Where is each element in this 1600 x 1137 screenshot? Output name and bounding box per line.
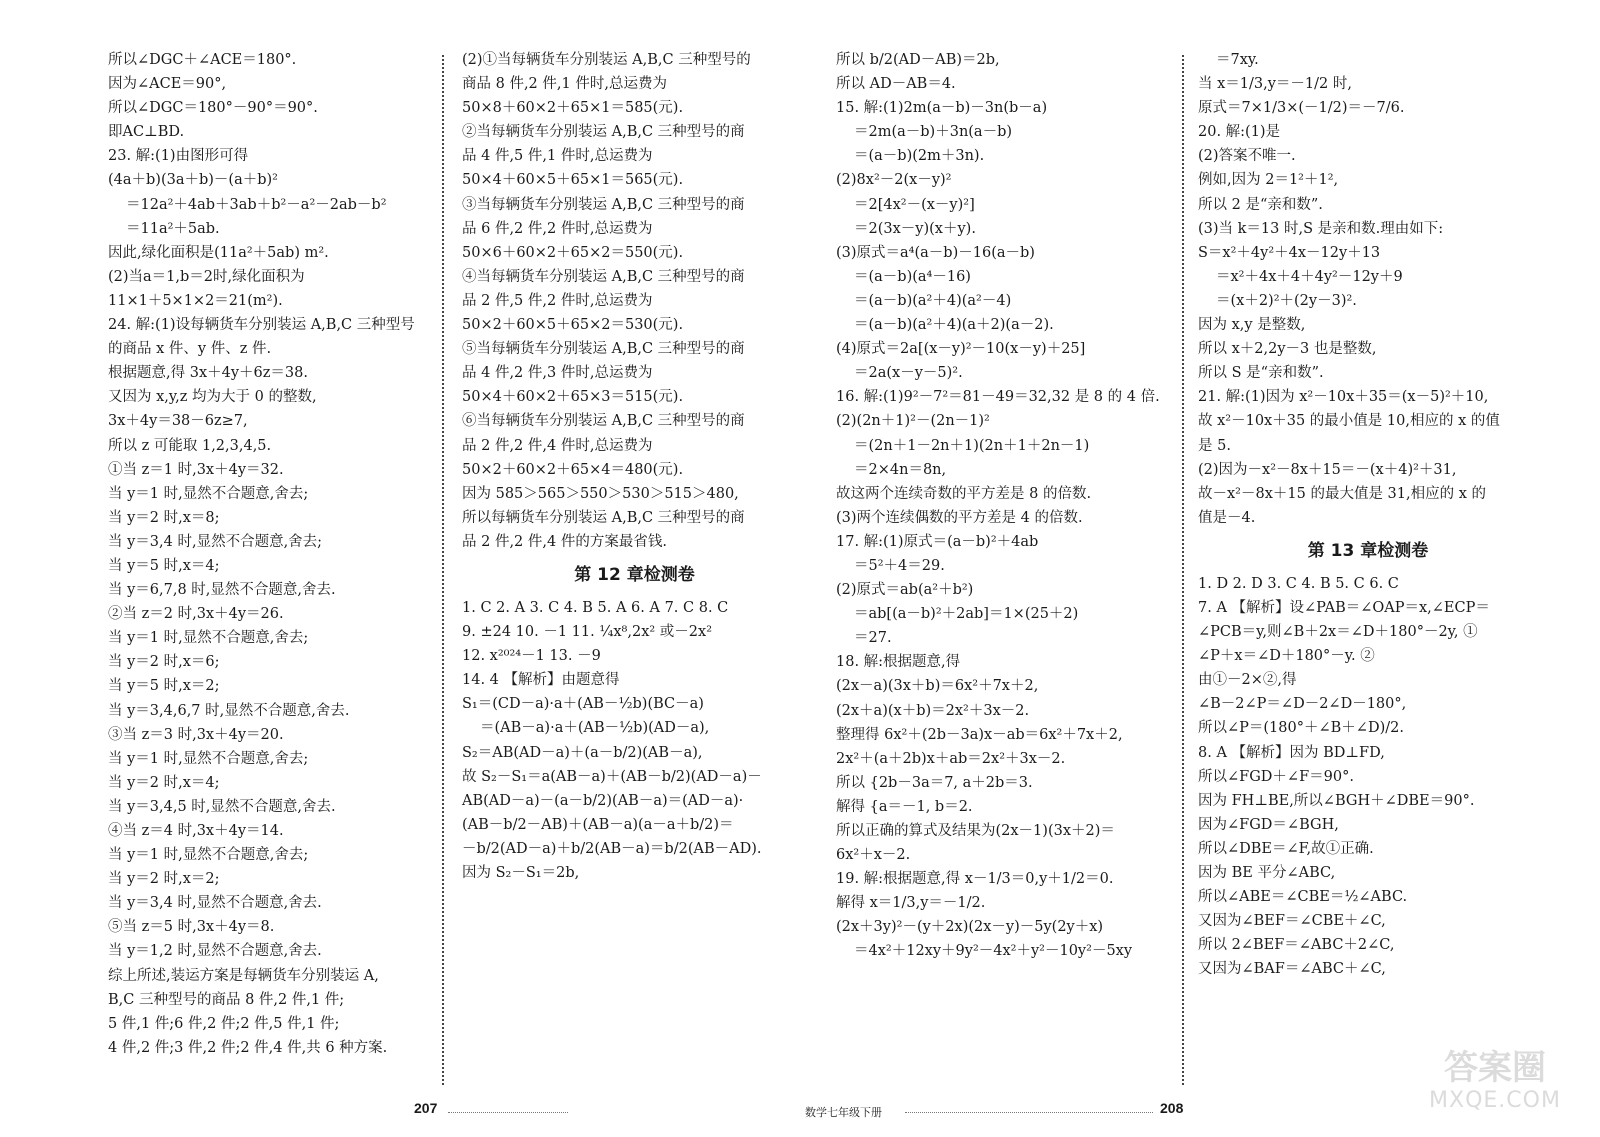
text-line: (3)当 k＝13 时,S 是亲和数.理由如下: [1198, 220, 1444, 237]
text-line: 5 件,1 件;6 件,2 件;2 件,5 件,1 件; [108, 1015, 340, 1032]
text-line: (2)答案不唯一. [1198, 148, 1296, 165]
text-line: 品 6 件,2 件,2 件时,总运费为 [462, 220, 653, 237]
text-line: 当 x＝1/3,y＝－1/2 时, [1198, 76, 1352, 93]
section-title-chapter-12: 第 12 章检测卷 [574, 564, 695, 585]
text-line: (2)①当每辆货车分别装运 A,B,C 三种型号的 [462, 52, 751, 68]
text-line: ④当 z＝4 时,3x＋4y＝14. [108, 823, 284, 839]
page-number-left: 207 [414, 1100, 438, 1116]
text-line: 24. 解:(1)设每辆货车分别装运 A,B,C 三种型号 [108, 317, 415, 334]
text-line: (2)8x²－2(x－y)² [836, 172, 952, 189]
text-line: 整理得 6x²＋(2b－3a)x－ab＝6x²＋7x＋2, [836, 726, 1123, 743]
text-line: 品 2 件,5 件,2 件时,总运费为 [462, 292, 653, 309]
text-line: ＝2×4n＝8n, [854, 461, 947, 478]
text-line: ④当每辆货车分别装运 A,B,C 三种型号的商 [462, 268, 745, 285]
text-line: (2x－a)(3x＋b)＝6x²＋7x＋2, [836, 678, 1039, 695]
text-line: ∠PCB＝y,则∠B＋2x＝∠D＋180°－2y, ① [1198, 624, 1478, 641]
text-line: ＝5²＋4＝29. [854, 557, 945, 574]
text-line: 品 2 件,2 件,4 件时,总运费为 [462, 437, 653, 454]
text-line: ＝(a－b)(a²＋4)(a＋2)(a－2). [854, 317, 1054, 334]
text-line: 解得 x＝1/3,y＝－1/2. [836, 895, 986, 912]
text-line: ＝27. [854, 630, 892, 647]
text-line: 的商品 x 件、y 件、z 件. [108, 341, 272, 358]
text-line: 当 y＝2 时,x＝2; [108, 871, 220, 888]
text-line: 所以 z 可能取 1,2,3,4,5. [108, 437, 272, 454]
text-line: ②当 z＝2 时,3x＋4y＝26. [108, 606, 284, 623]
text-line: 所以 AD－AB＝4. [836, 76, 956, 93]
text-line: 当 y＝2 时,x＝8; [108, 509, 220, 526]
column-2 [462, 48, 807, 885]
text-line: ＝(a－b)(a⁴－16) [854, 268, 971, 285]
text-line: 当 y＝1 时,显然不合题意,舍去; [108, 750, 309, 767]
text-line: 当 y＝5 时,x＝2; [108, 678, 220, 695]
text-line: ＝(a－b)(a²＋4)(a²－4) [854, 292, 1012, 309]
text-line: ∠B－2∠P＝∠D－2∠D－180°, [1198, 696, 1407, 713]
text-line: 16. 解:(1)9²－7²＝81－49＝32,32 是 8 的 4 倍. [836, 389, 1160, 406]
text-line: ＝12a²＋4ab＋3ab＋b²－a²－2ab－b² [126, 196, 387, 213]
footer-rule-left [448, 1112, 568, 1113]
text-line: 品 2 件,2 件,4 件的方案最省钱. [462, 533, 667, 550]
text-line: 又因为∠BAF＝∠ABC＋∠C, [1198, 961, 1386, 978]
text-line: 综上所述,装运方案是每辆货车分别装运 A, [108, 967, 379, 984]
text-line: S＝x²＋4y²＋4x－12y＋13 [1198, 244, 1381, 261]
text-line: 当 y＝3,4,6,7 时,显然不合题意,舍去. [108, 702, 350, 719]
text-line: ③当每辆货车分别装运 A,B,C 三种型号的商 [462, 196, 745, 213]
text-line: 当 y＝5 时,x＝4; [108, 557, 220, 574]
text-line: (3)原式＝a⁴(a－b)－16(a－b) [836, 244, 1035, 261]
text-line: ∠P＋x＝∠D＋180°－y. ② [1198, 648, 1375, 665]
text-line: 当 y＝1 时,显然不合题意,舍去; [108, 485, 309, 502]
text-line: 所以∠DGC＋∠ACE＝180°. [108, 52, 297, 68]
watermark-text: 答案圈 [1444, 1048, 1546, 1088]
text-line: (4)原式＝2a[(x－y)²－10(x－y)＋25] [836, 341, 1086, 358]
text-line: 又因为 x,y,z 均为大于 0 的整数, [108, 389, 317, 406]
text-line: ＝2a(x－y－5)². [854, 365, 963, 382]
watermark-logo [1420, 1040, 1570, 1120]
text-line: 当 y＝3,4 时,显然不合题意,舍去. [108, 895, 322, 912]
text-line: ＝2[4x²－(x－y)²] [854, 196, 975, 213]
text-line: 所以 x＋2,2y－3 也是整数, [1198, 341, 1377, 358]
text-line: (2x＋a)(x＋b)＝2x²＋3x－2. [836, 702, 1030, 719]
text-line: ＝ab[(a－b)²＋2ab]＝1×(25＋2) [854, 606, 1079, 623]
column-4 [1198, 48, 1538, 981]
text-line: 因为∠ACE＝90°, [108, 76, 227, 93]
text-line: 所以 b/2(AD－AB)＝2b, [836, 52, 1000, 68]
text-line: ②当每辆货车分别装运 A,B,C 三种型号的商 [462, 124, 745, 141]
column-1 [108, 48, 438, 1060]
text-line: ＝2(3x－y)(x＋y). [854, 220, 976, 237]
text-line: 当 y＝6,7,8 时,显然不合题意,舍去. [108, 582, 336, 599]
text-line: 6x²＋x－2. [836, 847, 911, 864]
text-line: 所以正确的算式及结果为(2x－1)(3x＋2)＝ [836, 823, 1115, 839]
text-line: 所以每辆货车分别装运 A,B,C 三种型号的商 [462, 509, 745, 526]
text-line: 所以∠DGC＝180°－90°＝90°. [108, 100, 318, 117]
text-line: 23. 解:(1)由图形可得 [108, 148, 249, 165]
text-line: 因为 FH⊥BE,所以∠BGH＋∠DBE＝90°. [1198, 792, 1475, 809]
text-line: 4 件,2 件;3 件,2 件;2 件,4 件,共 6 种方案. [108, 1039, 388, 1056]
text-line: 当 y＝2 时,x＝4; [108, 774, 220, 791]
text-line: 品 4 件,2 件,3 件时,总运费为 [462, 365, 653, 382]
text-line: 19. 解:根据题意,得 x－1/3＝0,y＋1/2＝0. [836, 871, 1114, 888]
text-line: 当 y＝1 时,显然不合题意,舍去; [108, 630, 309, 647]
text-line: 当 y＝1 时,显然不合题意,舍去; [108, 847, 309, 864]
text-line: 50×6＋60×2＋65×2＝550(元). [462, 244, 684, 261]
text-line: ③当 z＝3 时,3x＋4y＝20. [108, 726, 284, 743]
section-title-chapter-13: 第 13 章检测卷 [1307, 540, 1429, 561]
text-line: ＝(x＋2)²＋(2y－3)². [1216, 292, 1357, 309]
text-line: ⑤当每辆货车分别装运 A,B,C 三种型号的商 [462, 341, 745, 358]
text-line: 当 y＝1,2 时,显然不合题意,舍去. [108, 943, 322, 960]
text-line: 因为 BE 平分∠ABC, [1198, 865, 1336, 881]
footer-rule-right [905, 1112, 1153, 1113]
text-line: 因为 x,y 是整数, [1198, 317, 1306, 334]
text-line: 当 y＝3,4,5 时,显然不合题意,舍去. [108, 798, 336, 815]
text-line: 当 y＝3,4 时,显然不合题意,舍去; [108, 533, 323, 550]
text-line: (AB－b/2－AB)＋(AB－a)(a－a＋b/2)＝ [462, 816, 734, 833]
text-line: 20. 解:(1)是 [1198, 124, 1281, 141]
text-line: 是 5. [1198, 437, 1231, 454]
text-line: 9. ±24 10. －1 11. ¼x⁸,2x² 或－2x² [462, 624, 713, 641]
text-line: 1. C 2. A 3. C 4. B 5. A 6. A 7. C 8. C [462, 599, 729, 616]
text-line: (2)当a＝1,b＝2时,绿化面积为 [108, 268, 305, 285]
text-line: 所以∠DBE＝∠F,故①正确. [1198, 840, 1374, 857]
text-line: 故这两个连续奇数的平方差是 8 的倍数. [836, 485, 1092, 502]
text-line: 50×4＋60×5＋65×1＝565(元). [462, 172, 684, 189]
text-line: 因此,绿化面积是(11a²＋5ab) m². [108, 244, 329, 261]
text-line: 1. D 2. D 3. C 4. B 5. C 6. C [1198, 575, 1399, 592]
text-line: 50×2＋60×5＋65×2＝530(元). [462, 317, 684, 334]
text-line: 所以 2∠BEF＝∠ABC＋2∠C, [1198, 937, 1395, 954]
text-line: ＝(2n＋1－2n＋1)(2n＋1＋2n－1) [854, 437, 1090, 454]
text-line: ＝2m(a－b)＋3n(a－b) [854, 124, 1013, 141]
text-line: 因为 S₂－S₁＝2b, [462, 865, 580, 881]
text-line: (2)(2n＋1)²－(2n－1)² [836, 413, 990, 430]
text-line: 21. 解:(1)因为 x²－10x＋35＝(x－5)²＋10, [1198, 389, 1489, 406]
text-line: 故－x²－8x＋15 的最大值是 31,相应的 x 的 [1198, 485, 1487, 502]
text-line: 品 4 件,5 件,1 件时,总运费为 [462, 148, 653, 165]
text-line: 3x＋4y＝38－6z≥7, [108, 413, 248, 430]
text-line: 所以 S 是“亲和数”. [1198, 365, 1324, 382]
text-line: 例如,因为 2＝1²＋1², [1198, 172, 1339, 189]
text-line: 即AC⊥BD. [108, 124, 185, 141]
text-line: (3)两个连续偶数的平方差是 4 的倍数. [836, 509, 1083, 526]
text-line: 50×4＋60×2＋65×3＝515(元). [462, 389, 684, 406]
text-line: 18. 解:根据题意,得 [836, 654, 961, 671]
text-line: 所以∠P＝(180°＋∠B＋∠D)/2. [1198, 720, 1404, 737]
watermark-url: MXQE.COM [1429, 1088, 1561, 1113]
text-line: 值是－4. [1198, 509, 1256, 526]
text-line: 所以∠FGD＋∠F＝90°. [1198, 768, 1354, 785]
text-line: 解得 {a＝－1, b＝2. [836, 798, 973, 815]
text-line: 7. A 【解析】设∠PAB＝∠OAP＝x,∠ECP＝ [1198, 599, 1490, 616]
text-line: 12. x²⁰²⁴－1 13. －9 [462, 648, 601, 665]
text-line: 14. 4 【解析】由题意得 [462, 672, 620, 689]
text-line: 商品 8 件,2 件,1 件时,总运费为 [462, 76, 667, 93]
text-line: ⑤当 z＝5 时,3x＋4y＝8. [108, 919, 275, 936]
text-line: 2x²＋(a＋2b)x＋ab＝2x²＋3x－2. [836, 750, 1066, 767]
text-line: 50×8＋60×2＋65×1＝585(元). [462, 100, 684, 117]
text-line: ＝7xy. [1216, 52, 1259, 68]
text-line: 50×2＋60×2＋65×4＝480(元). [462, 461, 684, 478]
text-line: (2x＋3y)²－(y＋2x)(2x－y)－5y(2y＋x) [836, 919, 1104, 936]
text-line: 原式＝7×1/3×(－1/2)＝－7/6. [1198, 100, 1405, 117]
text-line: ＝(a－b)(2m＋3n). [854, 148, 985, 165]
text-line: 故 x²－10x＋35 的最小值是 10,相应的 x 的值 [1198, 413, 1500, 430]
text-line: 所以 2 是“亲和数”. [1198, 196, 1323, 213]
column-divider-right [1182, 55, 1184, 1085]
text-line: ＝11a²＋5ab. [126, 220, 220, 237]
text-line: ①当 z＝1 时,3x＋4y＝32. [108, 461, 284, 478]
text-line: AB(AD－a)－(a－b/2)(AB－a)＝(AD－a)· [462, 792, 744, 809]
text-line: 由①－2×②,得 [1198, 672, 1297, 689]
page-number-right: 208 [1160, 1100, 1184, 1116]
text-line: ⑥当每辆货车分别装运 A,B,C 三种型号的商 [462, 413, 745, 430]
text-line: S₁＝(CD－a)·a＋(AB－½b)(BC－a) [462, 696, 704, 713]
text-line: 11×1＋5×1×2＝21(m²). [108, 292, 283, 309]
text-line: 当 y＝2 时,x＝6; [108, 654, 220, 671]
text-line: ＝x²＋4x＋4＋4y²－12y＋9 [1216, 268, 1403, 285]
column-3 [836, 48, 1176, 964]
text-line: 所以∠ABE＝∠CBE＝½∠ABC. [1198, 889, 1408, 906]
text-line: 8. A 【解析】因为 BD⊥FD, [1198, 744, 1385, 761]
text-line: ＝4x²＋12xy＋9y²－4x²＋y²－10y²－5xy [854, 943, 1133, 960]
text-line: 所以 {2b－3a＝7, a＋2b＝3. [836, 774, 1033, 791]
text-line: (2)因为－x²－8x＋15＝－(x＋4)²＋31, [1198, 461, 1457, 478]
text-line: 故 S₂－S₁＝a(AB－a)＋(AB－b/2)(AD－a)－ [462, 768, 762, 785]
text-line: 17. 解:(1)原式＝(a－b)²＋4ab [836, 533, 1039, 550]
text-line: S₂＝AB(AD－a)＋(a－b/2)(AB－a), [462, 744, 703, 761]
text-line: 因为 585＞565＞550＞530＞515＞480, [462, 485, 739, 502]
text-line: (4a＋b)(3a＋b)－(a＋b)² [108, 172, 278, 189]
text-line: (2)原式＝ab(a²＋b²) [836, 582, 974, 599]
text-line: 又因为∠BEF＝∠CBE＋∠C, [1198, 913, 1386, 930]
text-line: 根据题意,得 3x＋4y＋6z＝38. [108, 365, 308, 382]
text-line: 15. 解:(1)2m(a－b)－3n(b－a) [836, 100, 1048, 117]
book-title: 数学七年级下册 [805, 1107, 882, 1119]
text-line: 因为∠FGD＝∠BGH, [1198, 816, 1339, 833]
text-line: －b/2(AD－a)＋b/2(AB－a)＝b/2(AB－AD). [462, 840, 762, 857]
text-line: B,C 三种型号的商品 8 件,2 件,1 件; [108, 991, 345, 1008]
column-divider-left [442, 55, 444, 1085]
text-line: ＝(AB－a)·a＋(AB－½b)(AD－a), [480, 720, 710, 737]
